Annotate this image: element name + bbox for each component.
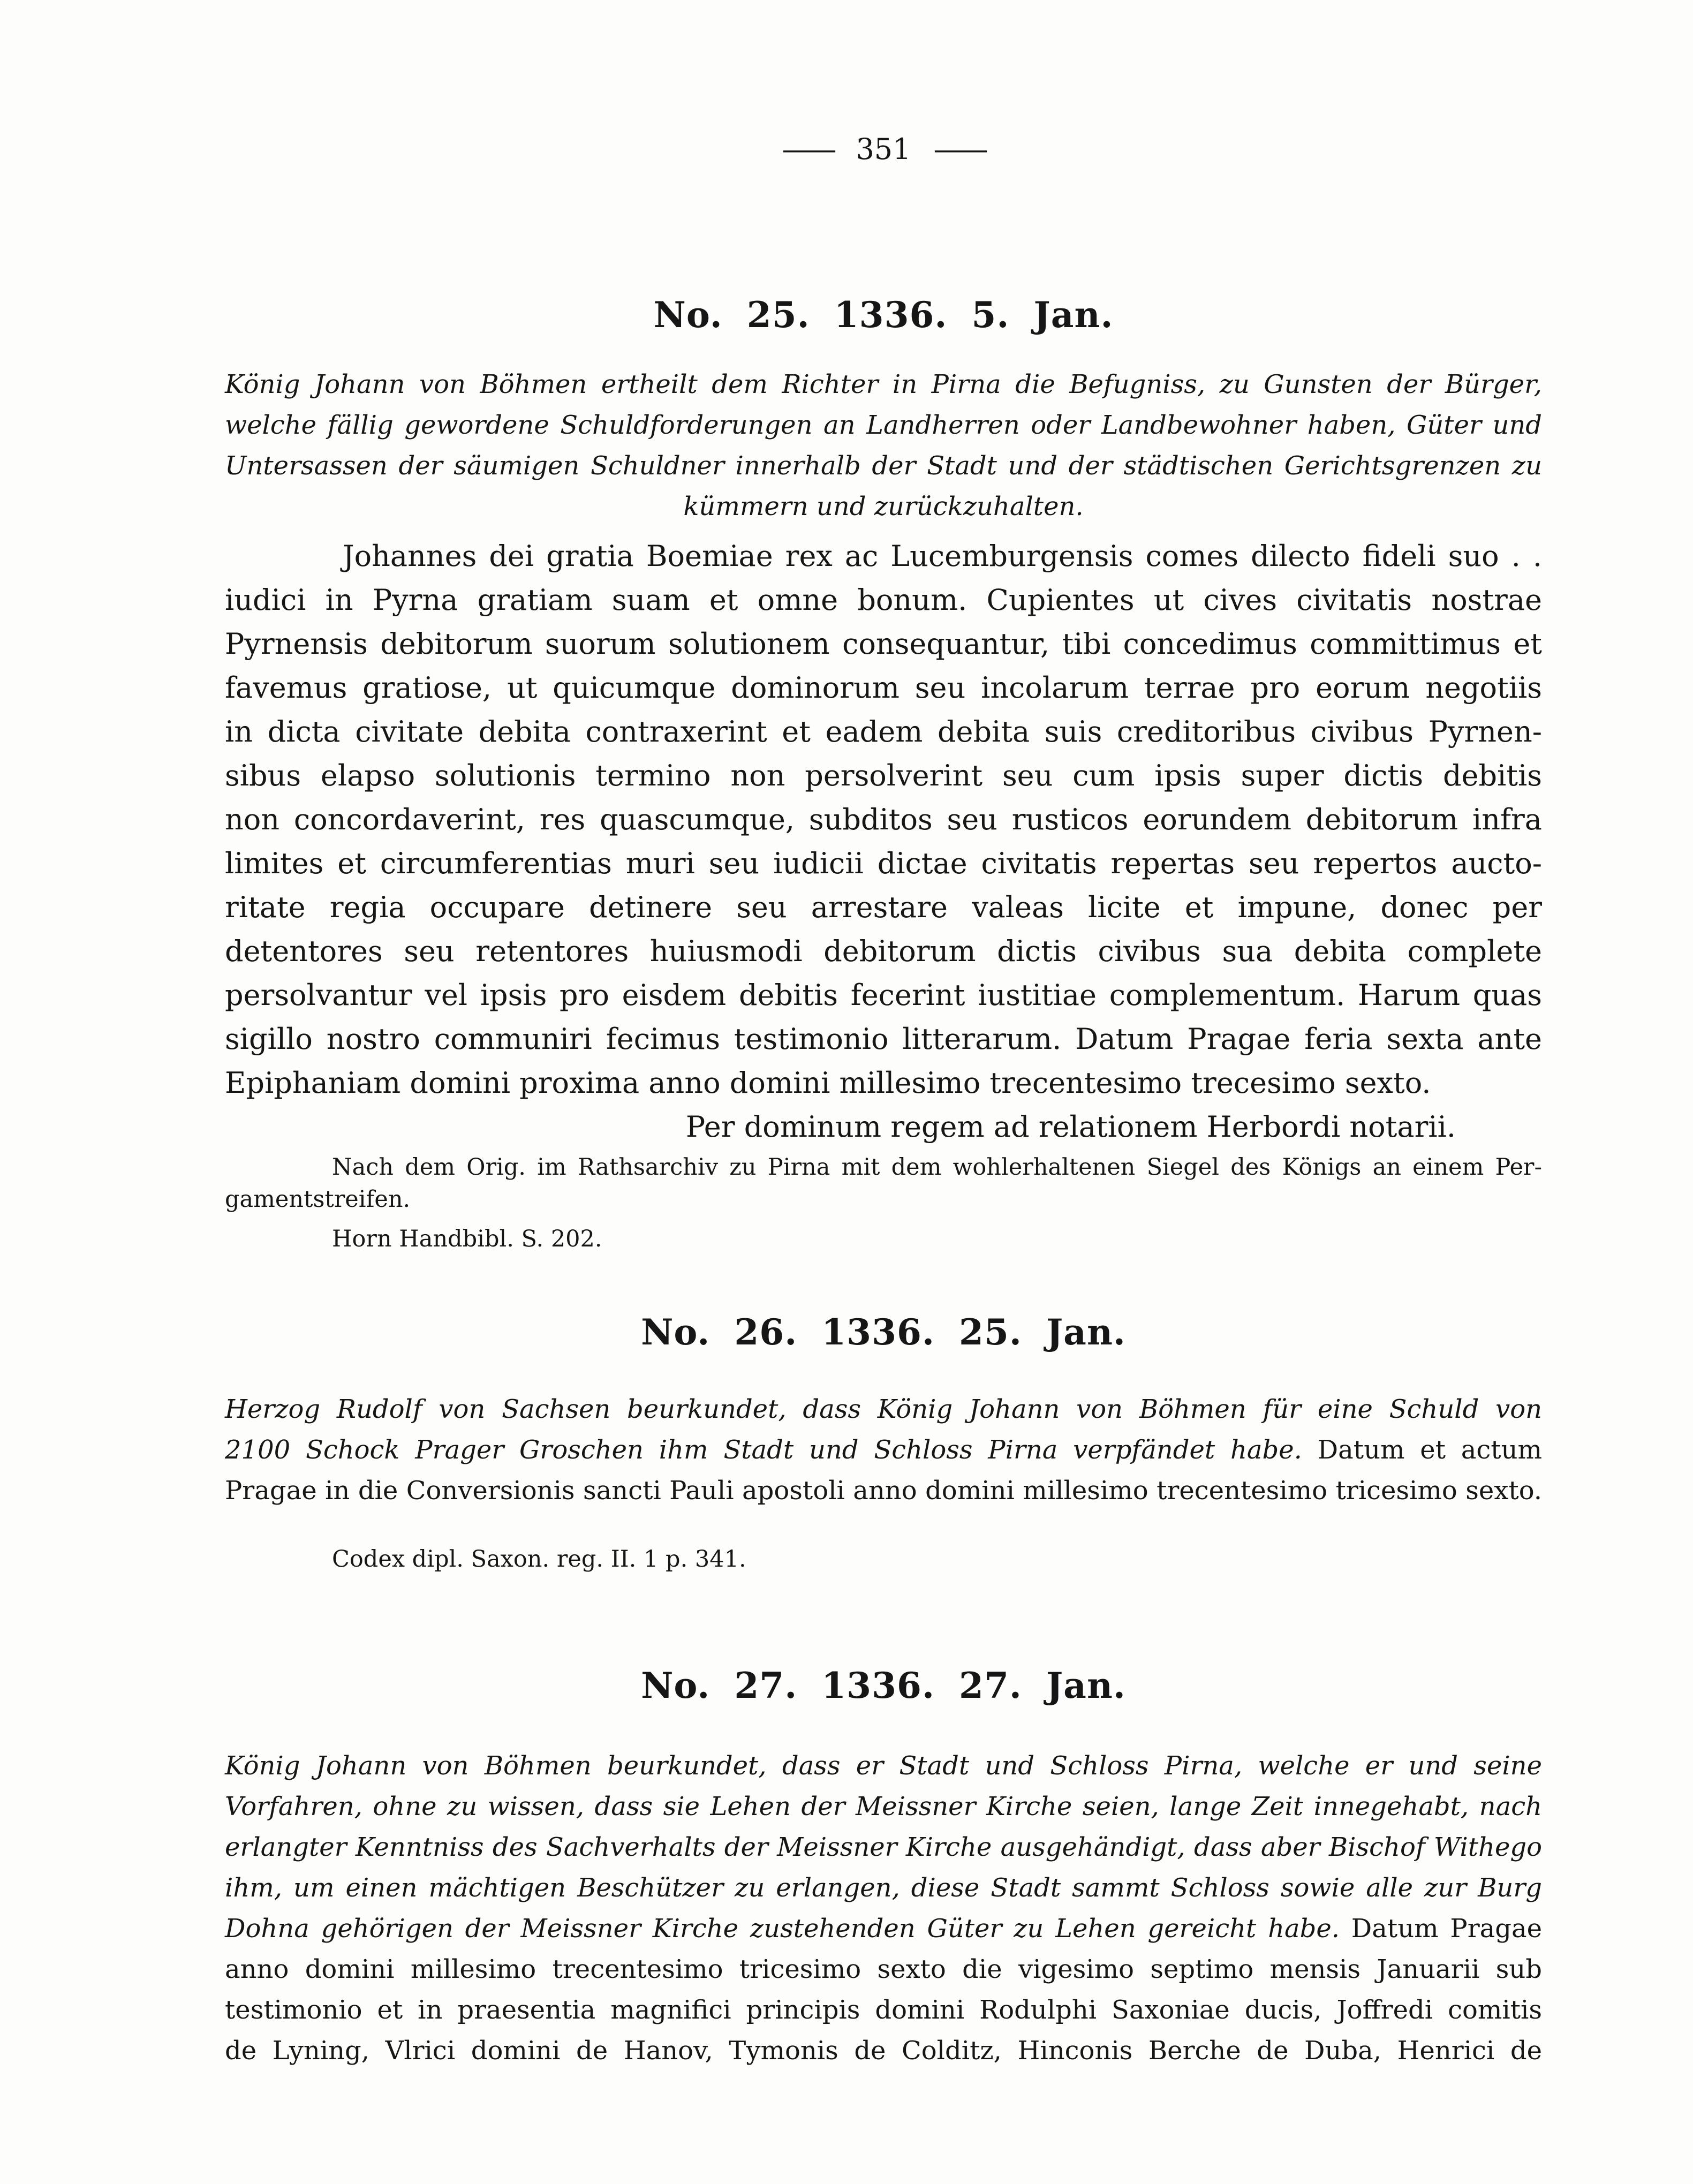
page-header: [225, 131, 1542, 168]
roman-text-segment: Datum Pragae: [1351, 1914, 1543, 1944]
text-line: [225, 1543, 1542, 1575]
text-line: [225, 534, 1542, 578]
text-line: [225, 622, 1542, 666]
italic-text-segment: König Johann von Böhmen beurkundet, dass er Stadt und Schloss Pirna, welche er und seine: [225, 1751, 1542, 1781]
text-line: [225, 1017, 1542, 1061]
text-line: [225, 1389, 1542, 1430]
roman-text-segment: limites et circumferentias muri seu iudicii dictae civitatis repertas seu repertos aucto-: [225, 847, 1542, 880]
text-line: [225, 1061, 1542, 1105]
italic-text-segment: 2100 Schock Prager Groschen ihm Stadt und Schloss Pirna verpfändet habe.: [225, 1435, 1318, 1465]
italic-text-segment: König Johann von Böhmen ertheilt dem Richter in Pirna die Befugniss, zu Gunsten der Bürger,: [225, 369, 1542, 399]
roman-text-segment: detentores seu retentores huiusmodi debitorum dictis civibus sua debita complete: [225, 934, 1542, 968]
text-line: [225, 710, 1542, 754]
roman-text-segment: testimonio et in praesentia magnifici principis domini Rodulphi Saxoniae ducis, Joffredi comitis: [225, 1995, 1542, 2025]
text-line: [225, 2030, 1542, 2071]
italic-text-segment: kümmern und zurückzuhalten.: [683, 492, 1084, 522]
roman-text-segment: sibus elapso solutionis termino non persolverint seu cum ipsis super dictis debitis: [225, 759, 1542, 792]
text-line: [225, 666, 1542, 710]
text-line: [225, 1868, 1542, 1908]
text-line: [225, 405, 1542, 445]
roman-text-segment: anno domini millesimo trecentesimo tricesimo sexto die vigesimo septimo mensis Januarii sub: [225, 1954, 1542, 1984]
text-line: [225, 1908, 1542, 1949]
italic-text-segment: Vorfahren, ohne zu wissen, dass sie Lehen der Meissner Kirche seien, lange Zeit innegehabt, nach: [225, 1792, 1542, 1822]
roman-text-segment: Pyrnensis debitorum suorum solutionem consequantur, tibi concedimus committimus et: [225, 627, 1542, 661]
entry-heading: No. 25. 1336. 5. Jan.: [653, 294, 1114, 336]
roman-text-segment: in dicta civitate debita contraxerint et eadem debita suis creditoribus civibus Pyrnen-: [225, 715, 1542, 749]
text-line: [225, 486, 1542, 527]
text-line: [225, 1827, 1542, 1868]
roman-text-segment: Pragae in die Conversionis sancti Pauli apostoli anno domini millesimo trecentesimo tricesimo sexto.: [225, 1476, 1542, 1506]
entry-summary: [225, 1745, 1542, 2071]
text-line: [225, 1151, 1542, 1183]
text-line: [225, 1786, 1542, 1827]
text-line: [225, 1949, 1542, 1990]
roman-text-segment: de Lyning, Vlrici domini de Hanov, Tymonis de Colditz, Hinconis Berche de Duba, Henrici de: [225, 2036, 1542, 2066]
roman-text-segment: Johannes dei gratia Boemiae rex ac Lucemburgensis comes dilecto fideli suo . .: [343, 539, 1542, 573]
roman-text-segment: iudici in Pyrna gratiam suam et omne bonum. Cupientes ut cives civitatis nostrae: [225, 583, 1542, 617]
text-line: [225, 1990, 1542, 2030]
roman-text-segment: Codex dipl. Saxon. reg. II. 1 p. 341.: [332, 1546, 746, 1573]
entry-reference-note: [225, 1223, 1542, 1255]
roman-text-segment: Per dominum regem ad relationem Herbordi notarii.: [685, 1110, 1456, 1144]
text-line: [225, 842, 1542, 886]
text-line: [225, 886, 1542, 929]
entry-body: [225, 534, 1542, 1149]
italic-text-segment: Untersassen der säumigen Schuldner innerhalb der Stadt und der städtischen Gerichtsgrenzen zu: [225, 451, 1542, 481]
roman-text-segment: favemus gratiose, ut quicumque dominorum seu incolarum terrae pro eorum negotiis: [225, 671, 1542, 705]
italic-text-segment: ihm, um einen mächtigen Beschützer zu erlangen, diese Stadt sammt Schloss sowie alle zur Burg: [225, 1873, 1542, 1903]
roman-text-segment: Horn Handbibl. S. 202.: [332, 1226, 602, 1252]
text-line: [225, 1745, 1542, 1786]
entry-source-note: [225, 1151, 1542, 1215]
entry-reference-note: [225, 1543, 1542, 1575]
italic-text-segment: erlangter Kenntniss des Sachverhalts der Meissner Kirche ausgehändigt, dass aber Bischof Withego: [225, 1832, 1542, 1862]
roman-text-segment: Epiphaniam domini proxima anno domini millesimo trecentesimo trecesimo sexto.: [225, 1066, 1431, 1100]
text-line: [225, 973, 1542, 1017]
text-line: [225, 364, 1542, 405]
roman-text-segment: persolvantur vel ipsis pro eisdem debitis fecerint iustitiae complementum. Harum quas: [225, 978, 1542, 1012]
entry-summary: [225, 1389, 1542, 1511]
text-line: [225, 1430, 1542, 1470]
roman-text-segment: Nach dem Orig. im Rathsarchiv zu Pirna mit dem wohlerhaltenen Siegel des Königs an einem Per-: [332, 1154, 1542, 1181]
header-rule-left: ——: [782, 132, 834, 166]
text-line: [225, 754, 1542, 798]
text-line: [225, 929, 1542, 973]
text-line: [225, 1470, 1542, 1511]
text-line: [225, 1223, 1542, 1255]
text-line: [225, 578, 1542, 622]
italic-text-segment: Dohna gehörigen der Meissner Kirche zustehenden Güter zu Lehen gereicht habe.: [225, 1914, 1351, 1944]
header-rule-right: ——: [933, 132, 985, 166]
text-line: [412, 1105, 1693, 1149]
text-block: [225, 0, 1542, 2184]
text-line: [225, 798, 1542, 842]
roman-text-segment: sigillo nostro communiri fecimus testimonio litterarum. Datum Pragae feria sexta ante: [225, 1022, 1542, 1056]
entry-heading: No. 26. 1336. 25. Jan.: [641, 1311, 1126, 1353]
roman-text-segment: ritate regia occupare detinere seu arrestare valeas licite et impune, donec per: [225, 890, 1542, 924]
entry-heading: No. 27. 1336. 27. Jan.: [641, 1665, 1126, 1706]
page-number: 351: [856, 132, 911, 166]
italic-text-segment: welche fällig gewordene Schuldforderungen an Landherren oder Landbewohner haben, Güter und: [225, 410, 1542, 440]
italic-text-segment: Herzog Rudolf von Sachsen beurkundet, dass König Johann von Böhmen für eine Schuld von: [225, 1394, 1542, 1424]
entry-summary: [225, 364, 1542, 527]
text-line: [225, 445, 1542, 486]
roman-text-segment: non concordaverint, res quascumque, subditos seu rusticos eorundem debitorum infra: [225, 803, 1542, 836]
roman-text-segment: gamentstreifen.: [225, 1186, 411, 1213]
roman-text-segment: Datum et actum: [1317, 1435, 1543, 1465]
text-line: [225, 1183, 1542, 1215]
